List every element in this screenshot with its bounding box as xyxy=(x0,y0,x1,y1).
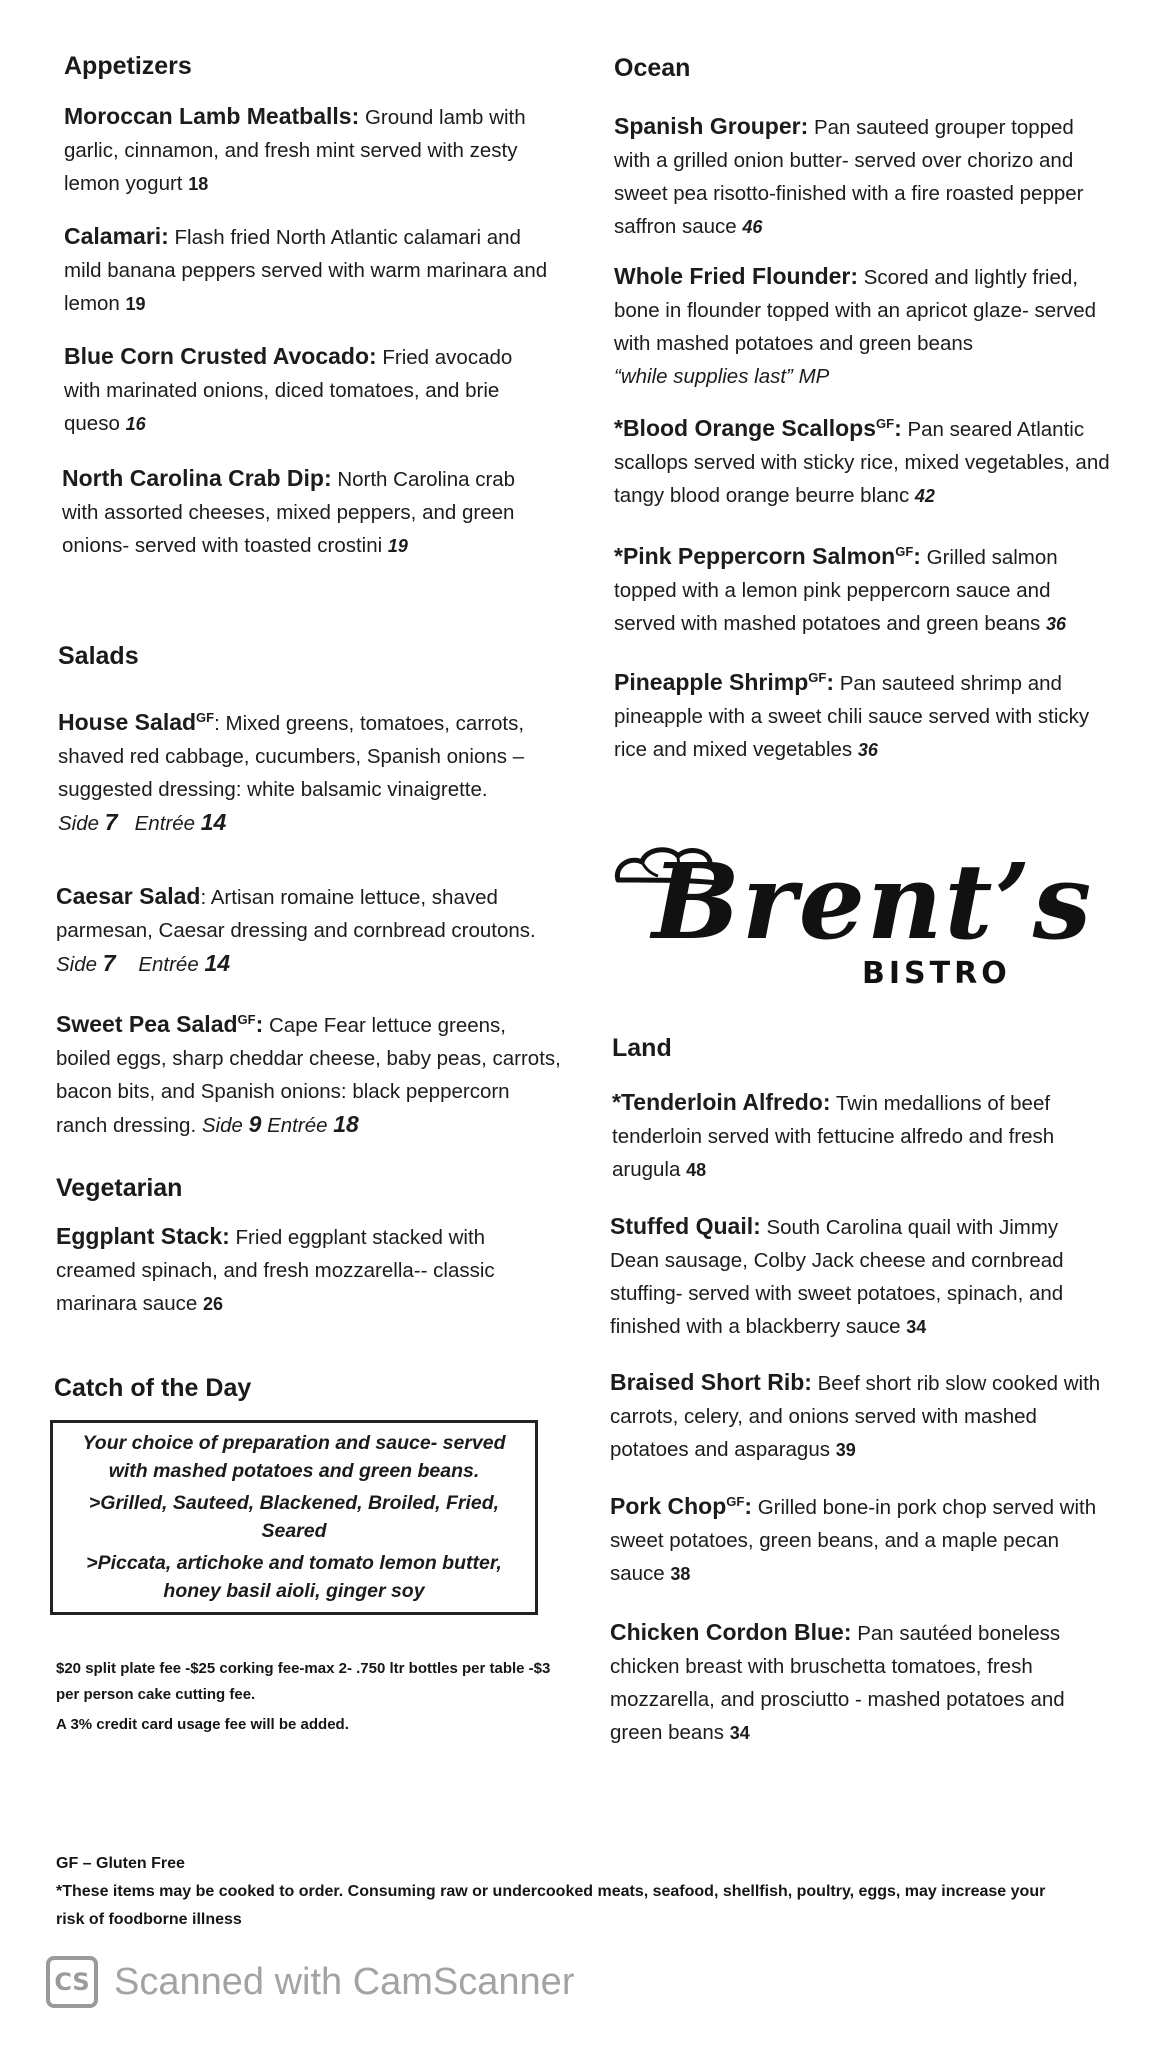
item-price: 19 xyxy=(125,294,146,314)
section-title-appetizers: Appetizers xyxy=(64,52,192,80)
menu-item-pork-chop: Pork Chop$^{GF}$: Grilled bone-in pork chop served with sweet potatoes, green beans, and a maple pecan sauce 38 xyxy=(610,1493,1097,1585)
item-price: 39 xyxy=(835,1440,856,1460)
item-name: Eggplant Stack: xyxy=(56,1223,230,1249)
item-desc: Grilled salmon topped with a lemon pink peppercorn sauce and served with mashed potatoes and green beans xyxy=(614,546,1058,635)
item-name: Blue Corn Crusted Avocado: xyxy=(64,343,377,369)
menu-item-north-carolina-crab-dip xyxy=(62,462,552,563)
menu-item-blood-orange-scallops: *Blood Orange Scallops$^{GF}$: Pan seared Atlantic scallops served with sticky rice, mixed vegetables, and tangy blood orange beurre blanc 42 xyxy=(614,415,1110,507)
watermark-text: Scanned with CamScanner xyxy=(114,1960,575,2003)
item-desc: Flash fried North Atlantic calamari and mild banana peppers served with warm marinara and lemon xyxy=(64,226,548,315)
item-price: 16 xyxy=(125,414,146,434)
item-name: Chicken Cordon Blue: xyxy=(610,1619,852,1645)
logo-script-text: Brent’s xyxy=(652,840,1094,963)
catch-description: Your choice of preparation and sauce- served with mashed potatoes and green beans. xyxy=(82,1432,506,1482)
gluten-free-mark: GF xyxy=(726,1494,745,1510)
item-price: 46 xyxy=(742,217,763,237)
catch-preparations: >Grilled, Sauteed, Blackened, Broiled, Fried, Seared xyxy=(88,1492,500,1542)
menu-item-house-salad xyxy=(58,706,558,840)
item-desc: Pan sautéed boneless chicken breast with bruschetta tomatoes, fresh mozzarella, and prosciutto - mashed potatoes and green beans xyxy=(610,1622,1065,1744)
credit-card-fee-line: A 3% credit card usage fee will be added. xyxy=(56,1716,349,1733)
brents-bistro-logo xyxy=(612,840,1112,1000)
catch-of-the-day-box xyxy=(50,1420,538,1615)
item-price: 34 xyxy=(729,1723,750,1743)
logo-bistro-text: BISTRO xyxy=(862,956,1011,991)
item-name: Whole Fried Flounder: xyxy=(614,263,859,289)
menu-item-calamari xyxy=(64,220,554,321)
item-price: 36 xyxy=(1045,614,1066,634)
item-desc: North Carolina crab with assorted cheeses, mixed peppers, and green onions- served with toasted crostini xyxy=(62,468,516,557)
menu-item-pineapple-shrimp: Pineapple Shrimp$^{GF}$: Pan sauteed shrimp and pineapple with a sweet chili sauce served with sticky rice and mixed vegetables 36 xyxy=(614,669,1090,761)
raw-food-warning: *These items may be cooked to order. Consuming raw or undercooked meats, seafood, shellfish, poultry, eggs, may increase your risk of foodborne illness xyxy=(56,1883,1046,1928)
menu-item-pink-peppercorn-salmon: *Pink Peppercorn Salmon$^{GF}$: Grilled salmon topped with a lemon pink peppercorn sauce and served with mashed potatoes and green beans 36 xyxy=(614,543,1066,635)
item-desc: Twin medallions of beef tenderloin served with fettucine alfredo and fresh arugula xyxy=(612,1092,1055,1181)
item-name: Caesar Salad xyxy=(56,883,201,909)
fees-note xyxy=(56,1656,576,1738)
item-sizes: Side 7 Entrée 14 xyxy=(58,809,227,835)
item-desc: Pan seared Atlantic scallops served with sticky rice, mixed vegetables, and tangy blood orange beurre blanc xyxy=(614,418,1110,507)
section-title-salads: Salads xyxy=(58,642,139,670)
item-price: 19 xyxy=(387,536,408,556)
item-desc: : Mixed greens, tomatoes, carrots, shaved red cabbage, cucumbers, Spanish onions – suggested dressing: white balsamic vinaigrette. xyxy=(58,712,525,801)
item-price: 36 xyxy=(857,740,878,760)
item-desc: : Artisan romaine lettuce, shaved parmesan, Caesar dressing and cornbread croutons. xyxy=(56,886,536,942)
item-price: 34 xyxy=(906,1317,927,1337)
item-price: 26 xyxy=(203,1294,224,1314)
item-price: 38 xyxy=(670,1564,691,1584)
menu-item-blue-corn-crusted-avocado xyxy=(64,340,554,441)
item-name: Pineapple Shrimp xyxy=(614,669,809,695)
gluten-free-mark: GF xyxy=(196,710,215,726)
item-desc: Fried eggplant stacked with creamed spinach, and fresh mozzarella-- classic marinara sauce xyxy=(56,1226,495,1315)
item-name: Moroccan Lamb Meatballs: xyxy=(64,103,360,129)
item-desc: Pan sauteed grouper topped with a grilled onion butter- served over chorizo and sweet pea risotto-finished with a fire roasted pepper saffron sauce xyxy=(614,116,1084,238)
catch-sauces: >Piccata, artichoke and tomato lemon butter, honey basil aioli, ginger soy xyxy=(86,1552,502,1602)
item-name: Pork Chop xyxy=(610,1493,727,1519)
item-desc: South Carolina quail with Jimmy Dean sausage, Colby Jack cheese and cornbread stuffing- served with sweet potatoes, spinach, and finished with a blackberry sauce xyxy=(610,1216,1064,1338)
item-name: House Salad xyxy=(58,709,197,735)
item-name: Sweet Pea Salad xyxy=(56,1011,238,1037)
item-name: *Tenderloin Alfredo: xyxy=(612,1089,831,1115)
menu-item-chicken-cordon-blue xyxy=(610,1616,1110,1750)
section-title-land: Land xyxy=(612,1034,672,1062)
menu-item-moroccan-lamb-meatballs xyxy=(64,100,554,201)
item-name: Calamari: xyxy=(64,223,169,249)
section-title-vegetarian: Vegetarian xyxy=(56,1174,183,1202)
item-name: Stuffed Quail: xyxy=(610,1213,761,1239)
item-sizes: Side 7 Entrée 14 xyxy=(56,950,231,976)
menu-item-spanish-grouper xyxy=(614,110,1114,244)
item-name: North Carolina Crab Dip: xyxy=(62,465,332,491)
item-name: *Pink Peppercorn Salmon xyxy=(614,543,896,569)
item-desc: Beef short rib slow cooked with carrots, celery, and onions served with mashed potatoes and asparagus xyxy=(610,1372,1101,1461)
item-desc: Pan sauteed shrimp and pineapple with a sweet chili sauce served with sticky rice and mixed vegetables xyxy=(614,672,1090,761)
item-name: Spanish Grouper: xyxy=(614,113,809,139)
menu-item-tenderloin-alfredo xyxy=(612,1086,1112,1187)
section-title-ocean: Ocean xyxy=(614,54,691,82)
menu-item-sweet-pea-salad: Sweet Pea Salad$^{GF}$: Cape Fear lettuce greens, boiled eggs, sharp cheddar cheese, baby peas, carrots, bacon bits, and Spanish onions: black peppercorn ranch dressing. Side 9 Entrée 18 xyxy=(56,1011,561,1137)
footnotes xyxy=(56,1850,1076,1934)
item-desc: Grilled bone-in pork chop served with sweet potatoes, green beans, and a maple pecan sauce xyxy=(610,1496,1097,1585)
item-sizes: Side 9 Entrée 18 xyxy=(201,1111,359,1137)
item-name: Braised Short Rib: xyxy=(610,1369,812,1395)
item-price: 42 xyxy=(914,486,935,506)
item-name: *Blood Orange Scallops xyxy=(614,415,876,441)
gluten-free-mark: GF xyxy=(876,416,895,432)
gluten-free-mark: GF xyxy=(808,670,827,686)
camscanner-icon: CS xyxy=(46,1956,98,2008)
gluten-free-mark: GF xyxy=(895,544,914,560)
item-note: “while supplies last” MP xyxy=(614,365,830,388)
menu-item-braised-short-rib xyxy=(610,1366,1110,1467)
item-desc: Scored and lightly fried, bone in flounder topped with an apricot glaze- served with mashed potatoes and green beans xyxy=(614,266,1097,355)
menu-item-stuffed-quail xyxy=(610,1210,1110,1344)
gluten-free-legend: GF – Gluten Free xyxy=(56,1855,185,1872)
item-desc: Fried avocado with marinated onions, diced tomatoes, and brie queso xyxy=(64,346,513,435)
menu-item-eggplant-stack xyxy=(56,1220,556,1321)
item-price: 48 xyxy=(686,1160,707,1180)
item-price: 18 xyxy=(188,174,209,194)
menu-item-whole-fried-flounder xyxy=(614,260,1114,393)
item-desc: Cape Fear lettuce greens, boiled eggs, sharp cheddar cheese, baby peas, carrots, bacon bits, and Spanish onions: black peppercorn ranch dressing. xyxy=(56,1014,561,1137)
gluten-free-mark: GF xyxy=(237,1012,256,1028)
fees-line: $20 split plate fee -$25 corking fee-max 2- .750 ltr bottles per table -$3 per person cake cutting fee. xyxy=(56,1660,551,1703)
section-title-catch-of-the-day: Catch of the Day xyxy=(54,1374,252,1402)
menu-item-caesar-salad xyxy=(56,880,556,981)
camscanner-watermark xyxy=(46,1956,574,2008)
item-desc: Ground lamb with garlic, cinnamon, and fresh mint served with zesty lemon yogurt xyxy=(64,106,526,195)
